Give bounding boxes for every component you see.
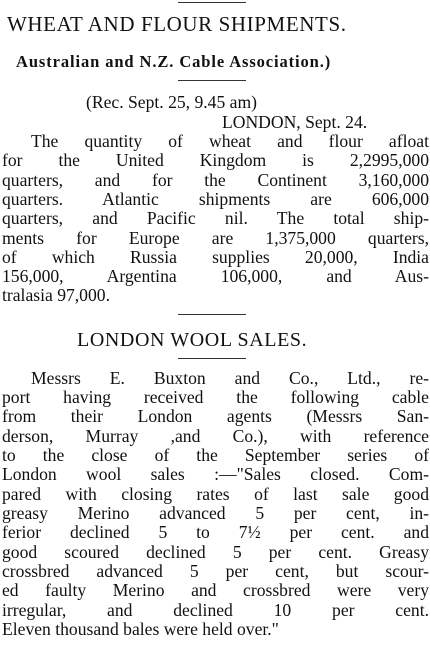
article-line: port having received the following cable <box>2 387 429 407</box>
article-line: crossbred advanced 5 per cent, but scour- <box>2 561 429 581</box>
article-line: pared with closing rates of last sale good <box>2 484 429 504</box>
article-line: quarters. Atlantic shipments are 606,000 <box>2 189 429 209</box>
article-line: from their London agents (Messrs San- <box>2 406 429 426</box>
article-line: The quantity of wheat and flour afloat <box>31 131 429 151</box>
article-line: good scoured declined 5 per cent. Greasy <box>2 542 429 562</box>
section-rule <box>178 314 246 315</box>
article-line: quarters, and for the Continent 3,160,000 <box>2 170 429 190</box>
dateline: LONDON, Sept. 24. <box>222 112 368 132</box>
article-line: for the United Kingdom is 2,2995,000 <box>2 150 429 170</box>
article-line: Eleven thousand bales were held over." <box>2 619 279 639</box>
article-line: irregular, and declined 10 per cent. <box>2 600 429 620</box>
received-time: (Rec. Sept. 25, 9.45 am) <box>86 92 258 112</box>
cable-source: Australian and N.Z. Cable Association.) <box>16 52 332 71</box>
article-line: 156,000, Argentina 106,000, and Aus- <box>2 266 429 286</box>
article-line: greasy Merino advanced 5 per cent, in- <box>2 503 429 523</box>
article-line: derson, Murray ,and Co.), with reference <box>2 426 429 446</box>
headline-rule <box>178 358 246 359</box>
article-line: to the close of the September series of <box>2 445 429 465</box>
article-line: London wool sales :—"Sales closed. Com- <box>2 464 429 484</box>
article-line: ments for Europe are 1,375,000 quarters, <box>2 228 429 248</box>
article-line: ed faulty Merino and crossbred were very <box>2 580 429 600</box>
top-rule <box>178 2 246 3</box>
article-line: quarters, and Pacific nil. The total ship- <box>2 208 429 228</box>
headline-wool: LONDON WOOL SALES. <box>77 329 308 351</box>
article-line: of which Russia supplies 20,000, India <box>2 247 429 267</box>
headline-wheat: WHEAT AND FLOUR SHIPMENTS. <box>7 12 347 36</box>
article-line: ferior declined 5 to 7½ per cent. and <box>2 522 429 542</box>
source-rule <box>178 80 246 81</box>
article-line: Messrs E. Buxton and Co., Ltd., re- <box>31 368 429 388</box>
article-line: tralasia 97,000. <box>2 285 110 305</box>
